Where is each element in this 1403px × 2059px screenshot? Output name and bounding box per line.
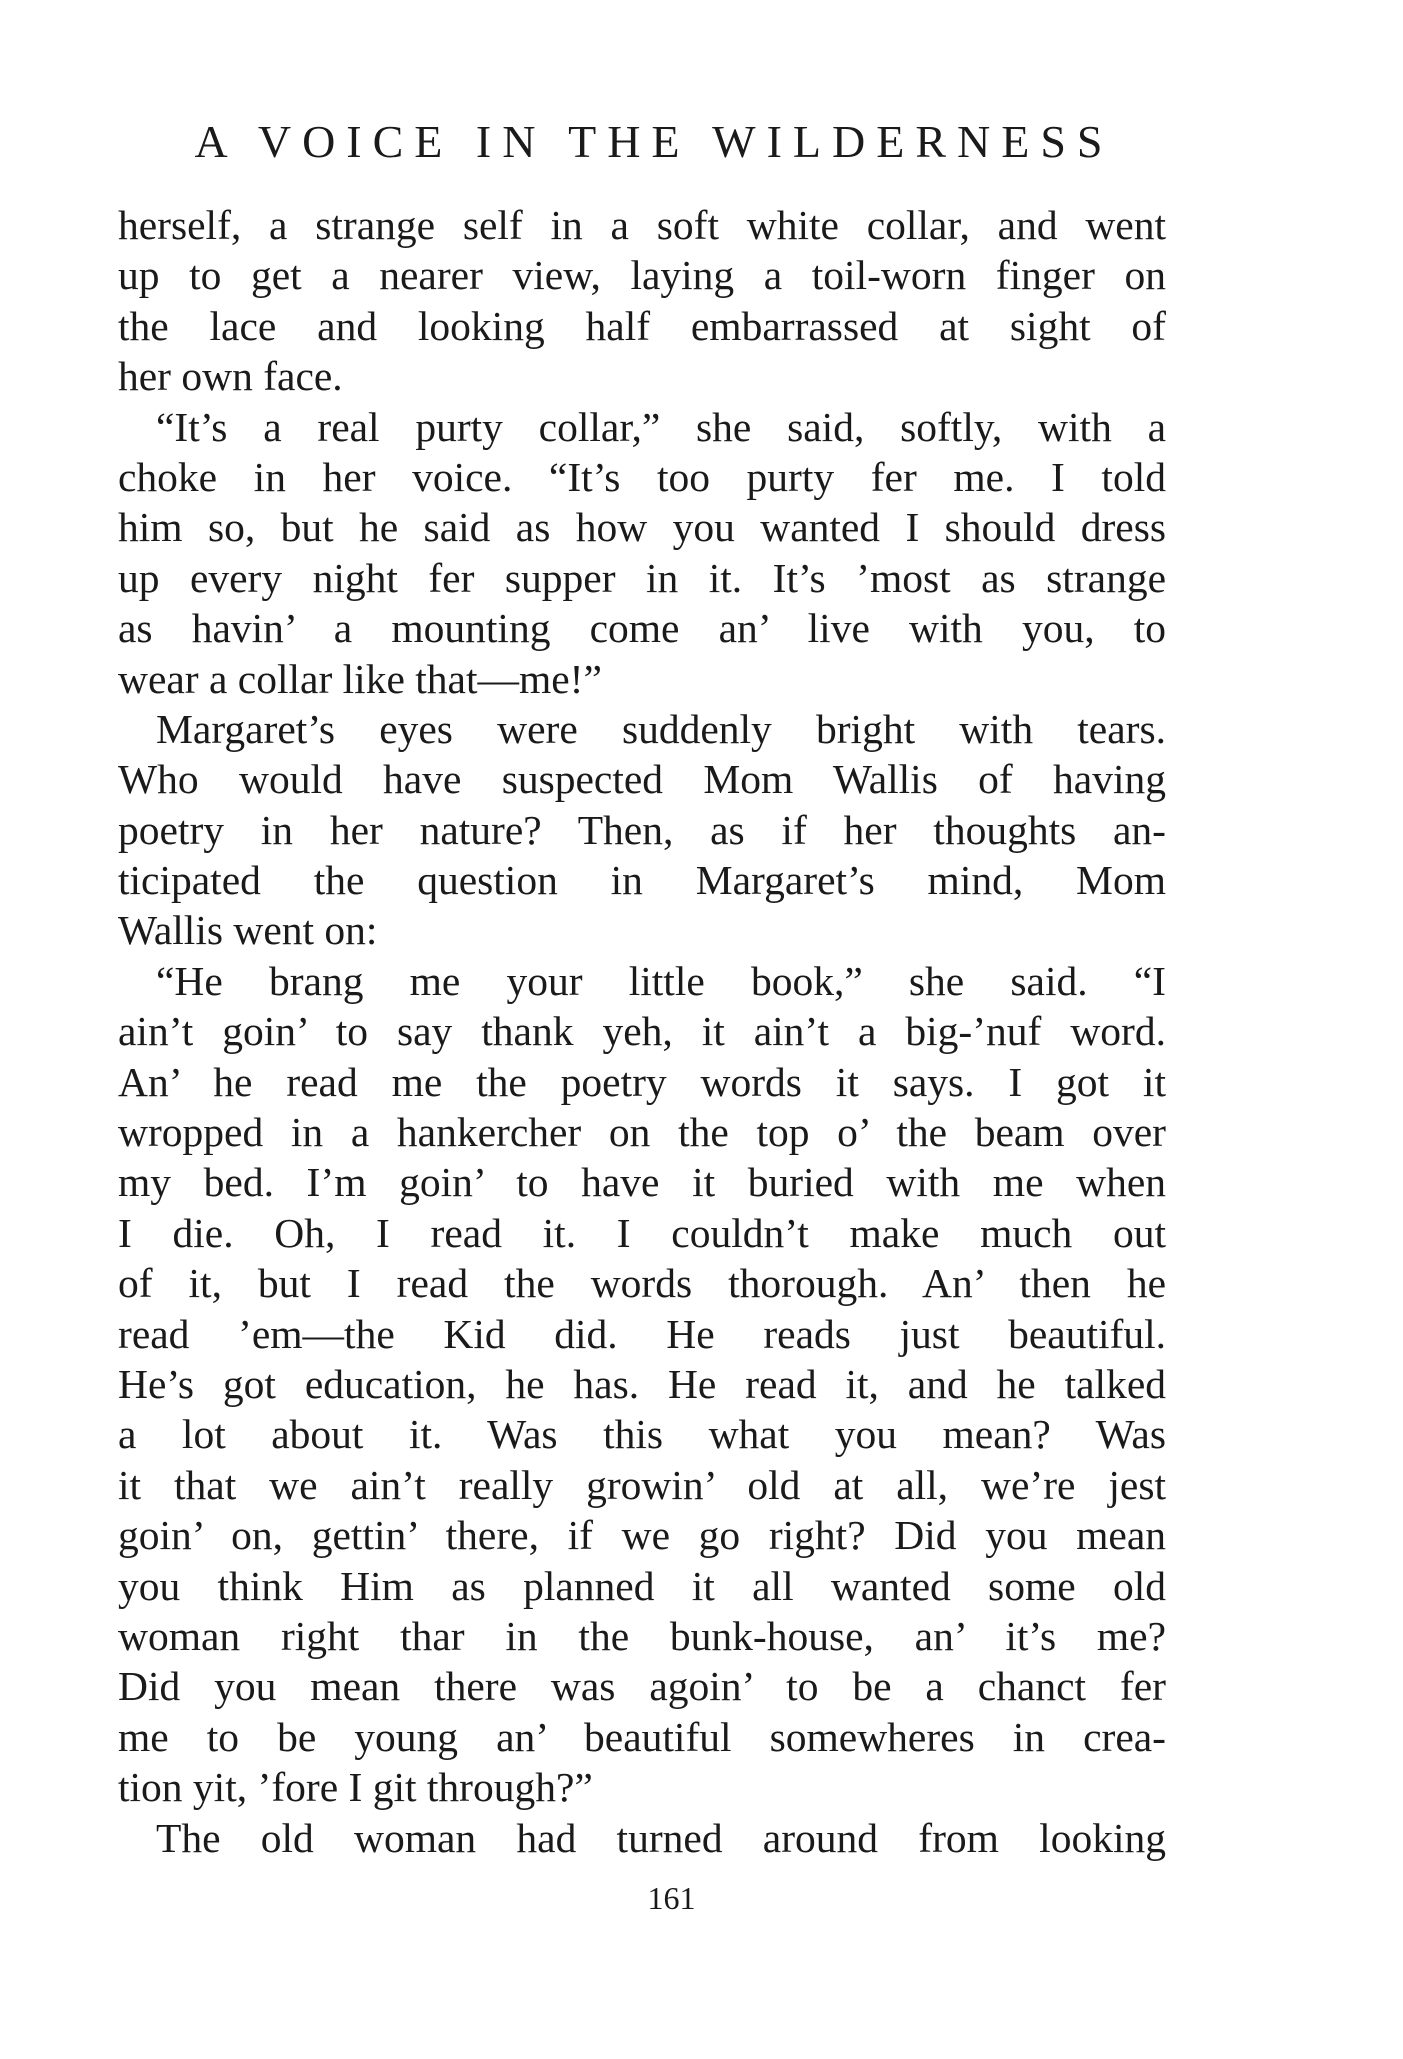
text-line: The old woman had turned around from looking [156,1814,1166,1861]
text-line: up to get a nearer view, laying a toil-worn finger on [118,252,1166,299]
text-line: you think Him as planned it all wanted some old [118,1562,1166,1609]
text-line: as havin’ a mounting come an’ live with you, to [118,605,1166,652]
text-line: up every night fer supper in it. It’s ’most as strange [118,554,1166,601]
page-number: 161 [647,1880,696,1916]
text-line: tion yit, ’fore I git through?” [118,1764,593,1811]
text-line: Margaret’s eyes were suddenly bright with tears. [156,705,1166,752]
text-line: choke in her voice. “It’s too purty fer me. I told [118,453,1166,500]
text-line: goin’ on, gettin’ there, if we go right? Did you mean [118,1512,1166,1559]
text-line: me to be young an’ beautiful somewheres in crea- [118,1713,1166,1760]
text-line: “It’s a real purty collar,” she said, softly, with a [156,403,1166,450]
text-line: wropped in a hankercher on the top o’ the beam over [118,1109,1166,1156]
text-line: I die. Oh, I read it. I couldn’t make much out [118,1209,1166,1256]
text-line: Who would have suspected Mom Wallis of having [118,756,1166,803]
text-line: wear a collar like that—me!” [118,655,602,702]
text-line: ticipated the question in Margaret’s mind, Mom [118,857,1166,904]
text-line: herself, a strange self in a soft white collar, and went [118,202,1166,248]
text-line: He’s got education, he has. He read it, and he talked [118,1360,1166,1407]
page-number-container [0,1878,1403,1918]
text-line: “He brang me your little book,” she said. “I [156,957,1166,1004]
text-line: her own face. [118,353,343,400]
text-line: woman right thar in the bunk-house, an’ it’s me? [118,1612,1166,1659]
text-line: ain’t goin’ to say thank yeh, it ain’t a big-’nuf word. [118,1008,1166,1055]
text-line: it that we ain’t really growin’ old at all, we’re jest [118,1461,1166,1508]
running-head: A VOICE IN THE WILDERNESS [194,116,1114,167]
text-line: the lace and looking half embarrassed at sight of [118,302,1166,349]
text-line: read ’em—the Kid did. He reads just beautiful. [118,1310,1166,1357]
text-line: a lot about it. Was this what you mean? Was [118,1411,1166,1458]
text-line: An’ he read me the poetry words it says. I got it [118,1058,1166,1105]
text-line: of it, but I read the words thorough. An’ then he [118,1260,1166,1307]
text-line: my bed. I’m goin’ to have it buried with me when [118,1159,1166,1206]
text-line: Wallis went on: [118,907,378,954]
text-line: Did you mean there was agoin’ to be a chanct fer [118,1663,1166,1710]
body-text [118,200,1166,1863]
text-line: him so, but he said as how you wanted I should dress [118,504,1166,551]
text-line: poetry in her nature? Then, as if her thoughts an- [118,806,1166,853]
